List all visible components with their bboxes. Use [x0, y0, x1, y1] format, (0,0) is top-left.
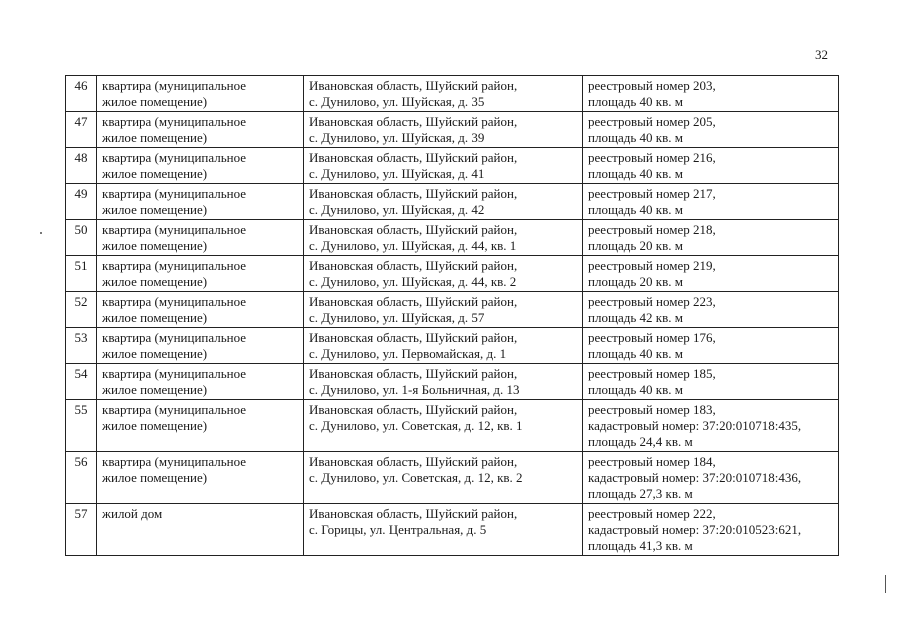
registry-info-line: кадастровый номер: 37:20:010718:436, [588, 470, 802, 485]
object-type-cell [97, 148, 304, 184]
address-cell [304, 504, 583, 556]
address-line: с. Дунилово, ул. Шуйская, д. 41 [309, 166, 485, 181]
object-type-cell [97, 400, 304, 452]
registry-info-line: реестровый номер 217, [588, 186, 716, 201]
registry-info-line: реестровый номер 176, [588, 330, 716, 345]
registry-info-cell [583, 148, 839, 184]
registry-info-line: площадь 40 кв. м [588, 166, 683, 181]
registry-info-line: реестровый номер 218, [588, 222, 716, 237]
address-line: с. Дунилово, ул. Советская, д. 12, кв. 1 [309, 418, 523, 433]
row-number-cell: 47 [66, 112, 97, 148]
registry-info-cell [583, 76, 839, 112]
object-type-line: квартира (муниципальное [102, 294, 247, 309]
object-type-line: квартира (муниципальное [102, 78, 247, 93]
object-type-line: жилое помещение) [102, 166, 208, 181]
registry-info-line: реестровый номер 219, [588, 258, 716, 273]
object-type-line: квартира (муниципальное [102, 330, 247, 345]
registry-info-cell [583, 184, 839, 220]
address-cell [304, 112, 583, 148]
address-line: Ивановская область, Шуйский район, [309, 258, 518, 273]
table-row [66, 184, 839, 220]
address-line: с. Дунилово, ул. Советская, д. 12, кв. 2 [309, 470, 523, 485]
object-type-cell [97, 364, 304, 400]
object-type-line: квартира (муниципальное [102, 186, 247, 201]
object-type-cell [97, 452, 304, 504]
address-cell [304, 400, 583, 452]
row-number-cell: 57 [66, 504, 97, 556]
address-cell [304, 148, 583, 184]
address-line: Ивановская область, Шуйский район, [309, 506, 518, 521]
object-type-cell [97, 184, 304, 220]
address-line: с. Дунилово, ул. Шуйская, д. 44, кв. 1 [309, 238, 517, 253]
registry-table-body [66, 76, 839, 556]
object-type-cell [97, 292, 304, 328]
row-number-cell: 50 [66, 220, 97, 256]
address-line: Ивановская область, Шуйский район, [309, 330, 518, 345]
address-line: с. Дунилово, ул. 1-я Больничная, д. 13 [309, 382, 520, 397]
address-line: Ивановская область, Шуйский район, [309, 150, 518, 165]
table-row [66, 148, 839, 184]
scan-margin-mark [885, 575, 886, 593]
address-cell [304, 364, 583, 400]
object-type-line: жилое помещение) [102, 418, 208, 433]
address-cell [304, 292, 583, 328]
address-cell [304, 220, 583, 256]
table-row [66, 112, 839, 148]
row-number-cell: 53 [66, 328, 97, 364]
registry-info-cell [583, 112, 839, 148]
registry-info-line: кадастровый номер: 37:20:010718:435, [588, 418, 802, 433]
address-line: Ивановская область, Шуйский район, [309, 78, 518, 93]
registry-info-line: площадь 20 кв. м [588, 238, 683, 253]
table-row [66, 256, 839, 292]
object-type-line: жилое помещение) [102, 346, 208, 361]
registry-info-cell [583, 292, 839, 328]
registry-info-line: площадь 20 кв. м [588, 274, 683, 289]
table-row [66, 400, 839, 452]
registry-info-cell [583, 364, 839, 400]
registry-info-cell [583, 452, 839, 504]
address-line: с. Дунилово, ул. Шуйская, д. 57 [309, 310, 485, 325]
registry-info-line: реестровый номер 216, [588, 150, 716, 165]
registry-info-cell [583, 504, 839, 556]
object-type-line: квартира (муниципальное [102, 222, 247, 237]
object-type-cell [97, 256, 304, 292]
registry-info-line: кадастровый номер: 37:20:010523:621, [588, 522, 802, 537]
address-line: с. Дунилово, ул. Шуйская, д. 39 [309, 130, 485, 145]
registry-info-line: площадь 42 кв. м [588, 310, 683, 325]
registry-info-cell [583, 328, 839, 364]
page-number: 32 [815, 47, 828, 62]
object-type-line: жилой дом [102, 506, 163, 521]
address-cell [304, 256, 583, 292]
registry-info-line: реестровый номер 223, [588, 294, 716, 309]
table-row [66, 364, 839, 400]
row-number-cell: 52 [66, 292, 97, 328]
address-cell [304, 452, 583, 504]
object-type-line: жилое помещение) [102, 382, 208, 397]
scan-speck [40, 232, 42, 234]
object-type-cell [97, 76, 304, 112]
object-type-line: жилое помещение) [102, 470, 208, 485]
registry-info-line: реестровый номер 203, [588, 78, 716, 93]
row-number-cell: 54 [66, 364, 97, 400]
object-type-cell [97, 504, 304, 556]
address-line: Ивановская область, Шуйский район, [309, 366, 518, 381]
object-type-line: жилое помещение) [102, 310, 208, 325]
registry-info-line: реестровый номер 205, [588, 114, 716, 129]
registry-info-line: площадь 41,3 кв. м [588, 538, 693, 553]
table-row [66, 220, 839, 256]
property-registry-table [65, 75, 839, 556]
object-type-line: квартира (муниципальное [102, 366, 247, 381]
registry-info-line: площадь 40 кв. м [588, 94, 683, 109]
registry-info-cell [583, 220, 839, 256]
registry-info-line: площадь 40 кв. м [588, 346, 683, 361]
row-number-cell: 55 [66, 400, 97, 452]
address-line: Ивановская область, Шуйский район, [309, 186, 518, 201]
table-row [66, 76, 839, 112]
table-row [66, 452, 839, 504]
registry-info-line: площадь 40 кв. м [588, 202, 683, 217]
address-cell [304, 76, 583, 112]
object-type-line: жилое помещение) [102, 274, 208, 289]
object-type-line: жилое помещение) [102, 202, 208, 217]
registry-info-line: площадь 24,4 кв. м [588, 434, 693, 449]
registry-info-line: реестровый номер 185, [588, 366, 716, 381]
address-line: с. Дунилово, ул. Шуйская, д. 44, кв. 2 [309, 274, 517, 289]
registry-info-line: площадь 40 кв. м [588, 382, 683, 397]
registry-info-line: реестровый номер 222, [588, 506, 716, 521]
address-cell [304, 184, 583, 220]
row-number-cell: 51 [66, 256, 97, 292]
address-line: Ивановская область, Шуйский район, [309, 402, 518, 417]
table-row [66, 328, 839, 364]
object-type-line: квартира (муниципальное [102, 150, 247, 165]
registry-info-cell [583, 256, 839, 292]
object-type-line: жилое помещение) [102, 94, 208, 109]
address-line: с. Горицы, ул. Центральная, д. 5 [309, 522, 487, 537]
registry-info-line: площадь 27,3 кв. м [588, 486, 693, 501]
address-line: Ивановская область, Шуйский район, [309, 222, 518, 237]
address-line: с. Дунилово, ул. Шуйская, д. 35 [309, 94, 485, 109]
object-type-cell [97, 328, 304, 364]
row-number-cell: 46 [66, 76, 97, 112]
row-number-cell: 56 [66, 452, 97, 504]
object-type-line: жилое помещение) [102, 130, 208, 145]
object-type-line: жилое помещение) [102, 238, 208, 253]
registry-info-line: площадь 40 кв. м [588, 130, 683, 145]
table-row [66, 504, 839, 556]
address-line: Ивановская область, Шуйский район, [309, 114, 518, 129]
table-row [66, 292, 839, 328]
object-type-line: квартира (муниципальное [102, 402, 247, 417]
object-type-cell [97, 112, 304, 148]
row-number-cell: 48 [66, 148, 97, 184]
address-line: с. Дунилово, ул. Шуйская, д. 42 [309, 202, 485, 217]
object-type-cell [97, 220, 304, 256]
registry-info-line: реестровый номер 184, [588, 454, 716, 469]
object-type-line: квартира (муниципальное [102, 258, 247, 273]
row-number-cell: 49 [66, 184, 97, 220]
address-line: с. Дунилово, ул. Первомайская, д. 1 [309, 346, 507, 361]
registry-info-cell [583, 400, 839, 452]
address-line: Ивановская область, Шуйский район, [309, 454, 518, 469]
object-type-line: квартира (муниципальное [102, 454, 247, 469]
address-cell [304, 328, 583, 364]
object-type-line: квартира (муниципальное [102, 114, 247, 129]
address-line: Ивановская область, Шуйский район, [309, 294, 518, 309]
registry-info-line: реестровый номер 183, [588, 402, 716, 417]
